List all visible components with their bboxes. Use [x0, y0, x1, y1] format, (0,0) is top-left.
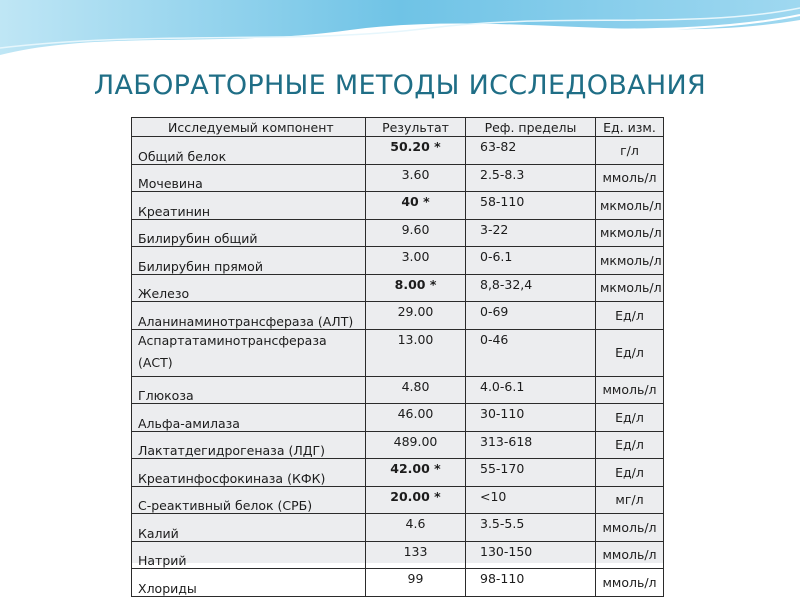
- unit-cell: Ед/л: [596, 459, 664, 487]
- component-cell: С-реактивный белок (СРБ): [132, 486, 366, 514]
- table-row: [132, 192, 664, 220]
- component-cell: Калий: [132, 514, 366, 542]
- unit-cell: г/л: [596, 137, 664, 165]
- ref-cell: 63-82: [466, 137, 596, 165]
- lab-results-table: [131, 117, 664, 597]
- result-cell: 3.00: [366, 247, 466, 275]
- component-cell: Глюкоза: [132, 376, 366, 404]
- ref-cell: 55-170: [466, 459, 596, 487]
- table-row: [132, 569, 664, 597]
- ref-cell: <10: [466, 486, 596, 514]
- table-row: [132, 459, 664, 487]
- lab-results-photo: [131, 117, 663, 596]
- header-ref: Реф. пределы: [466, 118, 596, 137]
- unit-cell: мг/л: [596, 486, 664, 514]
- table-row: [132, 376, 664, 404]
- unit-cell: Ед/л: [596, 431, 664, 459]
- result-cell: 133: [366, 541, 466, 569]
- result-cell: 20.00 *: [366, 486, 466, 514]
- result-cell: 9.60: [366, 219, 466, 247]
- result-cell: 29.00: [366, 302, 466, 330]
- table-row: [132, 219, 664, 247]
- component-cell: Общий белок: [132, 137, 366, 165]
- ref-cell: 3-22: [466, 219, 596, 247]
- unit-cell: ммоль/л: [596, 514, 664, 542]
- unit-cell: мкмоль/л: [596, 274, 664, 302]
- ref-cell: 58-110: [466, 192, 596, 220]
- result-cell: 4.6: [366, 514, 466, 542]
- unit-cell: ммоль/л: [596, 376, 664, 404]
- table-row: [132, 431, 664, 459]
- table-row: [132, 302, 664, 330]
- table-row: [132, 329, 664, 376]
- table-row: [132, 137, 664, 165]
- component-cell: Лактатдегидрогеназа (ЛДГ): [132, 431, 366, 459]
- component-cell: Билирубин прямой: [132, 247, 366, 275]
- result-cell: 4.80: [366, 376, 466, 404]
- result-cell: 42.00 *: [366, 459, 466, 487]
- component-cell: Аланинаминотрансфераза (АЛТ): [132, 302, 366, 330]
- header-result: Результат: [366, 118, 466, 137]
- ref-cell: 313-618: [466, 431, 596, 459]
- result-cell: 8.00 *: [366, 274, 466, 302]
- component-cell: Железо: [132, 274, 366, 302]
- ref-cell: 3.5-5.5: [466, 514, 596, 542]
- header-unit: Ед. изм.: [596, 118, 664, 137]
- ref-cell: 130-150: [466, 541, 596, 569]
- result-cell: 3.60: [366, 164, 466, 192]
- ref-cell: 0-6.1: [466, 247, 596, 275]
- table-row: [132, 541, 664, 569]
- component-cell: Билирубин общий: [132, 219, 366, 247]
- table-row: [132, 514, 664, 542]
- table-row: [132, 164, 664, 192]
- result-cell: 13.00: [366, 329, 466, 376]
- component-cell: Креатинфосфокиназа (КФК): [132, 459, 366, 487]
- table-header-row: [132, 118, 664, 137]
- unit-cell: мкмоль/л: [596, 192, 664, 220]
- result-cell: 46.00: [366, 404, 466, 432]
- component-cell: Аспартатаминотрансфераза (АСТ): [132, 329, 366, 376]
- unit-cell: ммоль/л: [596, 164, 664, 192]
- table-row: [132, 274, 664, 302]
- header-wave-decoration: [0, 0, 800, 80]
- result-cell: 40 *: [366, 192, 466, 220]
- component-cell: Креатинин: [132, 192, 366, 220]
- result-cell: 489.00: [366, 431, 466, 459]
- component-cell: Мочевина: [132, 164, 366, 192]
- unit-cell: мкмоль/л: [596, 247, 664, 275]
- ref-cell: 0-69: [466, 302, 596, 330]
- ref-cell: 2.5-8.3: [466, 164, 596, 192]
- ref-cell: 30-110: [466, 404, 596, 432]
- unit-cell: ммоль/л: [596, 569, 664, 597]
- unit-cell: Ед/л: [596, 302, 664, 330]
- result-cell: 99: [366, 569, 466, 597]
- unit-cell: Ед/л: [596, 404, 664, 432]
- component-cell: Натрий: [132, 541, 366, 569]
- ref-cell: 98-110: [466, 569, 596, 597]
- header-component: Исследуемый компонент: [132, 118, 366, 137]
- table-row: [132, 486, 664, 514]
- slide-title: ЛАБОРАТОРНЫЕ МЕТОДЫ ИССЛЕДОВАНИЯ: [93, 70, 707, 101]
- ref-cell: 0-46: [466, 329, 596, 376]
- component-cell: Хлориды: [132, 569, 366, 597]
- result-cell: 50.20 *: [366, 137, 466, 165]
- ref-cell: 8,8-32,4: [466, 274, 596, 302]
- table-row: [132, 404, 664, 432]
- unit-cell: мкмоль/л: [596, 219, 664, 247]
- ref-cell: 4.0-6.1: [466, 376, 596, 404]
- component-cell: Альфа-амилаза: [132, 404, 366, 432]
- unit-cell: ммоль/л: [596, 541, 664, 569]
- unit-cell: Ед/л: [596, 329, 664, 376]
- table-row: [132, 247, 664, 275]
